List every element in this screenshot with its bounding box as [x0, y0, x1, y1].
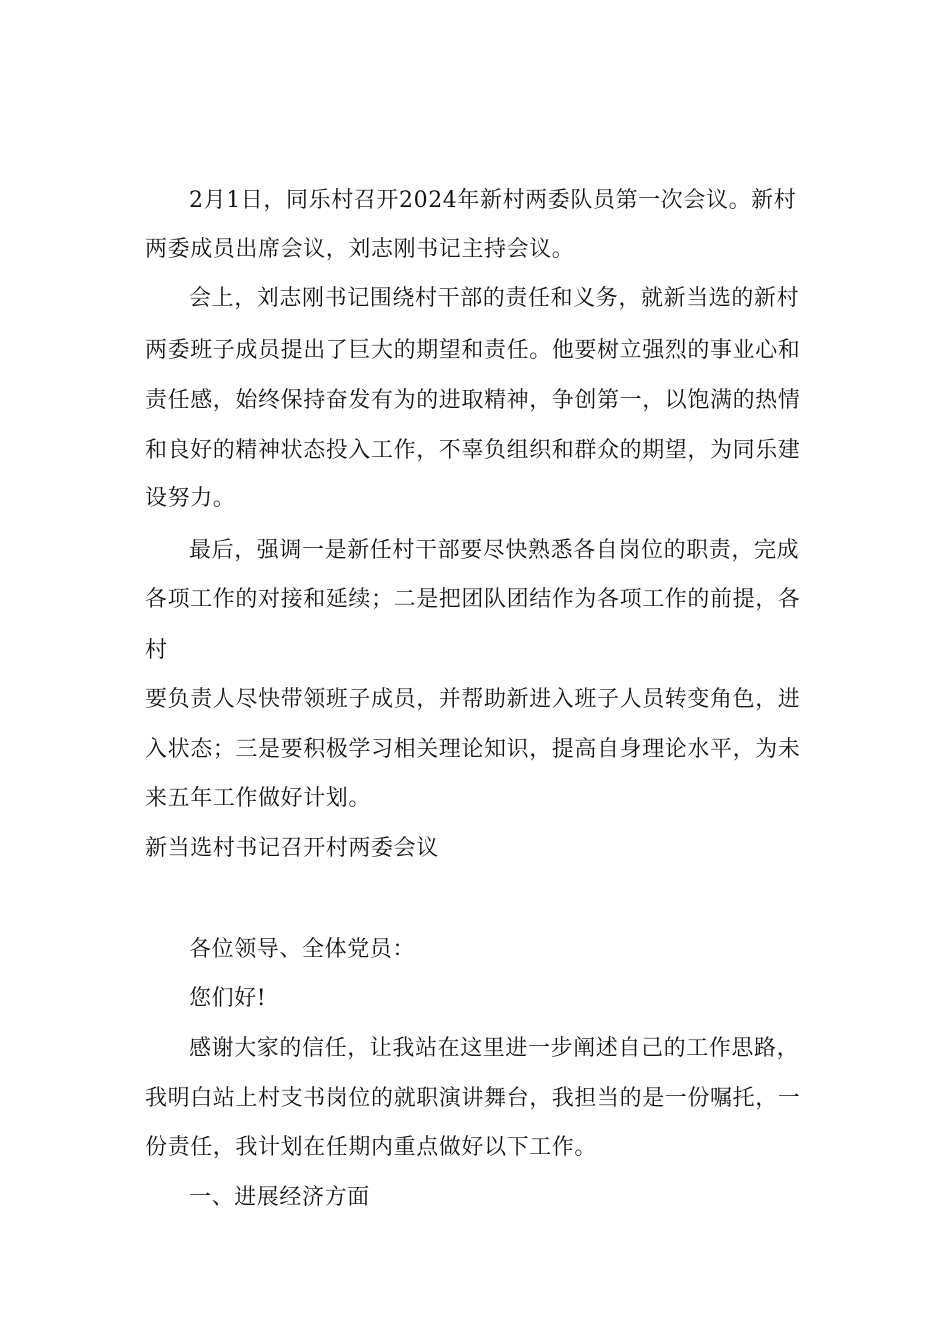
paragraph-3-line-2: 各项工作的对接和延续；二是把团队团结作为各项工作的前提，各: [145, 587, 801, 612]
paragraph-2-line-1: 会上，刘志刚书记围绕村干部的责任和义务，就新当选的新村: [189, 286, 800, 311]
section-title: 新当选村书记召开村两委会议: [145, 836, 439, 861]
greeting: 您们好!: [189, 986, 267, 1011]
paragraph-3-line-1: 最后，强调一是新任村干部要尽快熟悉各自岗位的职责，完成: [189, 538, 800, 563]
paragraph-2-line-5: 设努力。: [145, 486, 236, 511]
paragraph-2-line-2: 两委班子成员提出了巨大的期望和责任。他要树立强烈的事业心和: [145, 338, 801, 363]
paragraph-1-line-2: 两委成员出席会议，刘志刚书记主持会议。: [145, 237, 575, 262]
paragraph-2-line-4: 和良好的精神状态投入工作，不辜负组织和群众的期望，为同乐建: [145, 438, 801, 463]
paragraph-3-line-3: 村: [145, 638, 168, 663]
salutation: 各位领导、全体党员：: [189, 937, 416, 962]
speech-paragraph-line-1: 感谢大家的信任，让我站在这里进一步阐述自己的工作思路，: [189, 1036, 800, 1061]
speech-paragraph-line-2: 我明白站上村支书岗位的就职演讲舞台，我担当的是一份嘱托，一: [145, 1086, 801, 1111]
paragraph-2-line-3: 责任感，始终保持奋发有为的进取精神，争创第一，以饱满的热情: [145, 388, 801, 413]
paragraph-3-line-4: 要负责人尽快带领班子成员，并帮助新进入班子人员转变角色，进: [145, 687, 801, 712]
paragraph-1-line-1: 2月1日，同乐村召开2024年新村两委队员第一次会议。新村: [189, 188, 797, 213]
section-heading-economy: 一、进展经济方面: [189, 1185, 370, 1210]
paragraph-3-line-5: 入状态；三是要积极学习相关理论知识，提高自身理论水平，为未: [145, 737, 801, 762]
paragraph-3-line-6: 来五年工作做好计划。: [145, 786, 372, 811]
speech-paragraph-line-3: 份责任，我计划在任期内重点做好以下工作。: [145, 1135, 598, 1160]
